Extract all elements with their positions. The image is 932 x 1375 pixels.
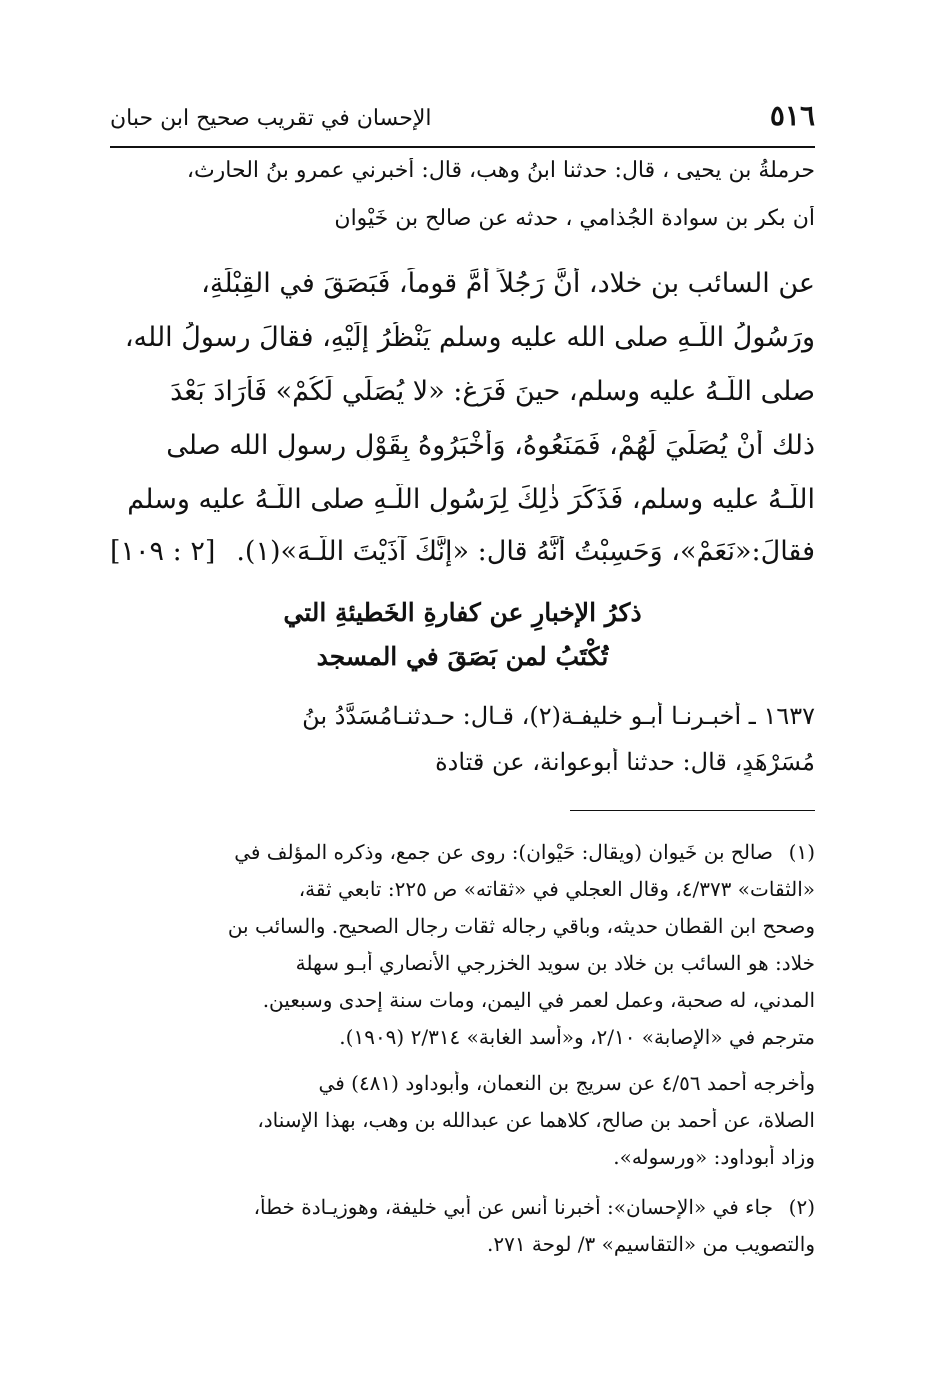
matn-last-text: فقالَ:«نَعَمْ»، وَحَسِبْتُ أَنَّهُ قال: «إِنَّكَ آذَيْتَ اللّـهَ»(١). xyxy=(236,536,815,567)
chapter-heading-line: تُكْتَبُ لمن بَصَقَ في المسجد xyxy=(316,642,609,671)
footnote-line: «الثقات» ٤/٣٧٣، وقال العجلي في «ثقاته» ص ٢٢٥: تابعي ثقة، xyxy=(298,877,815,901)
chapter-heading-line: ذكرُ الإخبارِ عن كفارةِ الخَطيئةِ التي xyxy=(283,598,642,627)
footnote-1-first-line xyxy=(110,840,815,864)
hadith-line: ١٦٣٧ ـ أخبـرنـا أبـو خليفـة(٢)، قـال: حـدثنـامُسَدَّدُ بنُ xyxy=(302,702,815,730)
footnote-text: صالح بن خَيوان (ويقال: حَيْوان): روى عن جمع، وذكره المؤلف في xyxy=(234,840,773,864)
matn-line: ذلك أَنْ يُصَلِّيَ لَهُمْ، فَمَنَعُوهُ، وَأَخْبَرُوهُ بِقَوْلِ رسولِ الله صلى xyxy=(166,430,815,461)
page-number: ٥١٦ xyxy=(769,99,815,132)
matn-line: صلى اللّـهُ عليه وسلم، حينَ فَرَغ: «لا يُصَلِّي لَكُمْ» فَأَرَادَ بَعْدَ xyxy=(170,376,815,407)
matn-line: عن السائب بن خلاد، أَنَّ رَجُلاً أَمَّ قوماً، فَبَصَقَ في القِبْلَةِ، xyxy=(201,268,815,299)
footnote-line: مترجم في «الإصابة» ٢/١٠، و«أسد الغابة» ٢/٣١٤ (١٩٠٩). xyxy=(339,1025,815,1049)
matn-last-line xyxy=(110,536,815,567)
footnote-line: وصحح ابن القطان حديثه، وباقي رجاله ثقات رجال الصحيح. والسائب بن xyxy=(227,914,815,938)
footnote-line: وأخرجه أحمد ٤/٥٦ عن سريج بن النعمان، وأبوداود (٤٨١) في xyxy=(318,1071,815,1095)
footnote-2-first-line xyxy=(110,1195,815,1219)
footnote-rule xyxy=(570,810,815,811)
hadith-line: مُسَرْهَدٍ، قال: حدثنا أبوعوانة، عن قتادة xyxy=(435,748,815,776)
footnote-number: (١) xyxy=(788,840,815,864)
footnote-line: المدني، له صحبة، وعمل لعمر في اليمن، ومات سنة إحدى وسبعين. xyxy=(262,988,815,1012)
footnote-text: جاء في «الإحسان»: أخبرنا أنس عن أبي خليفة، وهوزيـادة خطأ، xyxy=(253,1195,773,1219)
matn-line: اللّـهُ عليه وسلم، فَذَكَرَ ذٰلِكَ لِرَسُولِ اللّـهِ صلى اللّـهُ عليه وسلم xyxy=(127,484,815,515)
hadith-reference: [٢ : ١٠٩] xyxy=(110,536,216,567)
page-header xyxy=(110,88,815,130)
footnote-line: الصلاة، عن أحمد بن صالح، كلاهما عن عبدالله بن وهب، بهذا الإسناد، xyxy=(257,1108,815,1132)
chain-line: حرملةُ بن يحيى ، قال: حدثنا ابنُ وهب، قال: أخبرني عمرو بنُ الحارث، xyxy=(186,158,815,183)
header-rule xyxy=(110,146,815,148)
chain-line: أن بكر بن سوادة الجُذامي ، حدثه عن صالح بن خَيْوان xyxy=(334,206,815,231)
footnote-line: خلاد: هو السائب بن خلاد بن سويد الخزرجي الأنصاري أبـو سهلة xyxy=(295,951,815,975)
running-title: الإحسان في تقريب صحيح ابن حبان xyxy=(110,106,432,131)
footnote-line: وزاد أبوداود: «ورسوله». xyxy=(613,1145,815,1169)
footnote-number: (٢) xyxy=(788,1195,815,1219)
footnote-line: والتصويب من «التقاسيم» ٣/ لوحة ٢٧١. xyxy=(486,1232,815,1256)
matn-line: ورَسُولُ اللّـهِ صلى الله عليه وسلم يَنْظُرُ إلَيْهِ، فقالَ رسولُ الله، xyxy=(124,322,815,353)
